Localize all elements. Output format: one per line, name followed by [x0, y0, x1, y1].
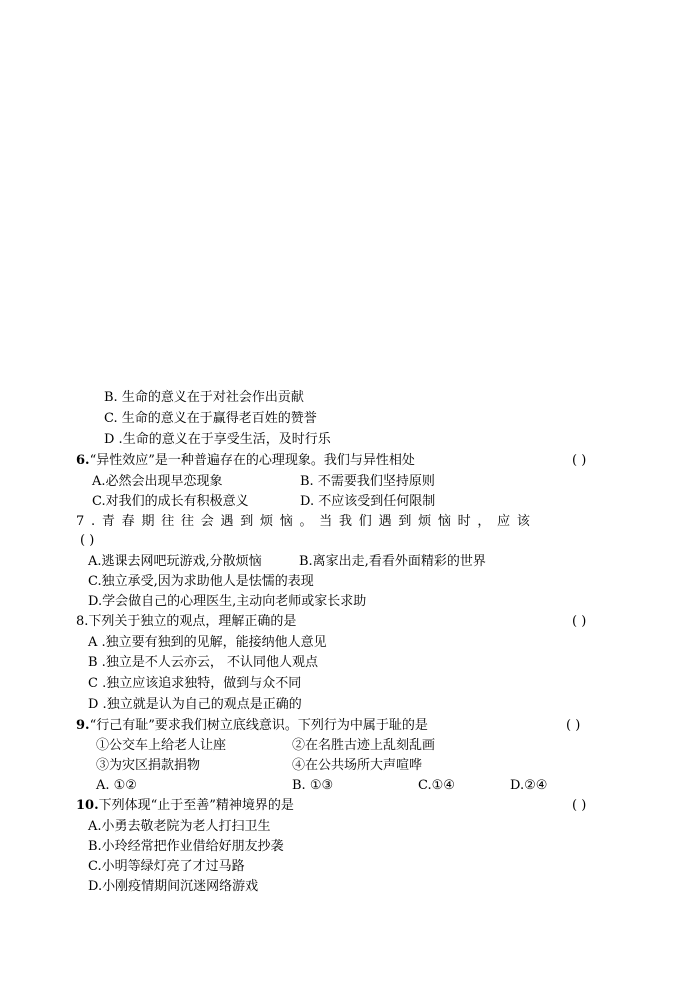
q9-option-b: B. ①③: [292, 778, 334, 793]
q10-number: 10.: [76, 798, 99, 813]
q9-option-d: D.②④: [510, 778, 548, 793]
q5-option-b: B. 生命的意义在于对社会作出贡献: [104, 390, 304, 405]
q9-answer-paren: ( ): [566, 718, 581, 733]
q6-stem-line: [76, 451, 415, 471]
q10-stem: 下列体现“止于至善”精神境界的是: [98, 798, 294, 813]
q10-stem-line: [76, 796, 294, 816]
q7-option-d: D.学会做自己的心理医生,主动向老师或家长求助: [88, 594, 367, 609]
q7-option-c: C.独立承受,因为求助他人是怯懦的表现: [88, 574, 314, 589]
q9-number: 9.: [76, 718, 90, 733]
q10-answer-paren: ( ): [572, 798, 587, 813]
q9-item-4: ④在公共场所大声喧哗: [292, 758, 423, 773]
q9-stem-line: [76, 716, 428, 736]
q8-option-d: D .独立就是认为自己的观点是正确的: [88, 697, 302, 712]
q10-option-c: C.小明等绿灯亮了才过马路: [88, 859, 245, 874]
q9-option-c: C.①④: [418, 778, 455, 793]
q10-option-d: D.小刚疫情期间沉迷网络游戏: [88, 879, 259, 894]
q8-stem: 8.下列关于独立的观点，理解正确的是: [76, 614, 297, 629]
q7-option-b: B.离家出走,看看外面精彩的世界: [299, 554, 486, 569]
q9-item-3: ③为灾区捐款捐物: [96, 758, 201, 773]
q9-stem: “行己有耻”要求我们树立底线意识。下列行为中属于耻的是: [89, 718, 428, 733]
q10-option-a: A.小勇去敬老院为老人打扫卫生: [88, 819, 271, 834]
q10-option-b: B.小玲经常把作业借给好朋友抄袭: [88, 839, 284, 854]
q7-stem: 7.青春期往往会遇到烦恼。当我们遇到烦恼时，应该: [76, 514, 537, 529]
q6-option-d: D. 不应该受到任何限制: [300, 494, 436, 509]
q8-answer-paren: ( ): [572, 614, 587, 629]
q5-option-d: D .生命的意义在于享受生活，及时行乐: [104, 432, 331, 447]
q6-option-c: C.对我们的成长有积极意义: [92, 494, 249, 509]
q7-answer-paren: ( ): [80, 533, 95, 548]
q9-item-1: ①公交车上给老人让座: [96, 738, 227, 753]
q6-number: 6.: [76, 453, 90, 468]
q6-stem: “异性效应”是一种普遍存在的心理现象。我们与异性相处: [89, 453, 415, 468]
q8-option-c: C .独立应该追求独特，做到与众不同: [88, 676, 302, 691]
q6-answer-paren: ( ): [572, 453, 587, 468]
q8-option-b: B .独立是不人云亦云， 不认同他人观点: [88, 655, 318, 670]
q5-option-c: C. 生命的意义在于赢得老百姓的赞誉: [104, 411, 317, 426]
q8-option-a: A .独立要有独到的见解，能接纳他人意见: [88, 635, 327, 650]
q9-item-2: ②在名胜古迹上乱刻乱画: [292, 738, 436, 753]
q6-option-a: A.必然会出现早恋现象: [92, 474, 223, 489]
q6-option-b: B. 不需要我们坚持原则: [300, 474, 435, 489]
q7-option-a: A.逃课去网吧玩游戏,分散烦恼: [88, 554, 262, 569]
q9-option-a: A. ①②: [96, 778, 137, 793]
